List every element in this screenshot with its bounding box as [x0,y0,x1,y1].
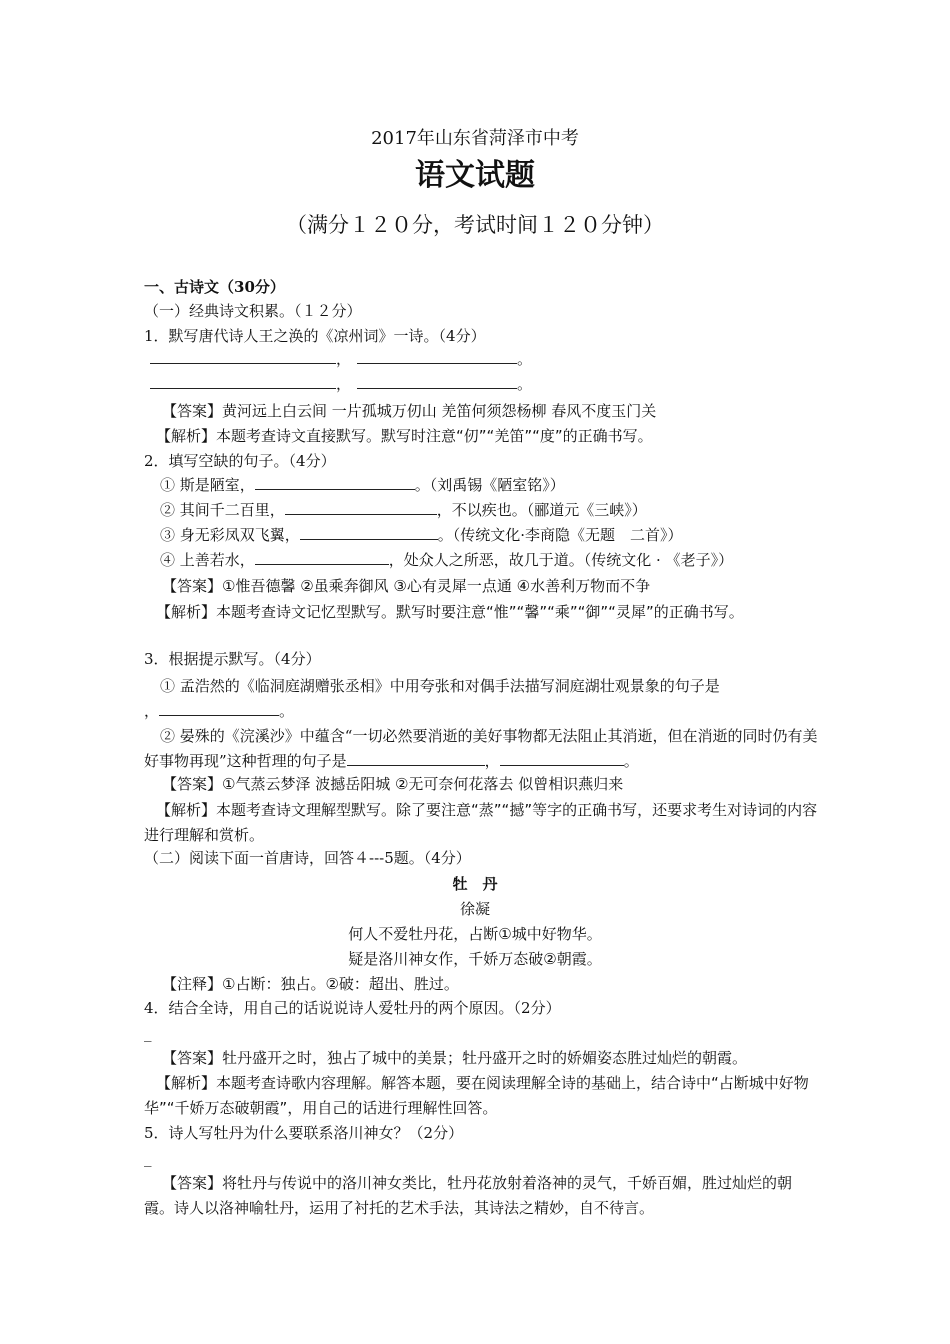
q2-item-1: ① 斯是陋室， 。（刘禹锡《陋室铭》） [160,476,565,494]
poem-line-2: 疑是洛川神女作，千娇万态破②朝霞。 [348,950,602,968]
poem-author: 徐凝 [459,900,490,918]
section-title: 一、古诗文（30分） [144,278,285,296]
part1-heading: （一）经典诗文积累。（１２分） [144,302,362,320]
answer-blank[interactable] [300,524,438,540]
q5-stem: 5．诗人写牡丹为什么要联系洛川神女？（2分） [144,1124,464,1142]
subject-title: 语文试题 [415,158,535,193]
q2-item-4: ④ 上善若水， ，处众人之所恶，故几于道。（传统文化 · 《老子》） [160,551,734,569]
q1-stem: 1．默写唐代诗人王之涣的《凉州词》一诗。（4分） [144,327,486,345]
exam-note: （满分１２０分，考试时间１２０分钟） [286,213,664,237]
q5-blank-line[interactable]: _ [144,1149,152,1167]
answer-blank[interactable] [150,348,336,364]
poem-title: 牡 丹 [452,875,498,893]
q1-blank-row-1: ， 。 [150,348,830,370]
q3-item-1: ① 孟浩然的《临洞庭湖赠张丞相》中用夸张和对偶手法描写洞庭湖壮观景象的句子是 [160,677,720,695]
q3-stem: 3．根据提示默写。（4分） [144,650,321,668]
poem-note: 【注释】①占断：独占。②破：超出、胜过。 [162,975,459,993]
answer-blank[interactable] [357,373,517,389]
q2-item-2: ② 其间千二百里， ，不以疾也。（郦道元《三峡》） [160,501,647,519]
answer-blank[interactable] [255,474,415,490]
poem-line-1: 何人不爱牡丹花，占断①城中好物华。 [348,925,602,943]
answer-blank[interactable] [159,700,279,716]
exam-year-title: 2017年山东省菏泽市中考 [371,128,579,149]
q3-analysis: 【解析】本题考查诗文理解型默写。除了要注意“蒸”“撼”等字的正确书写，还要求考生对诗词的内容进行理解和赏析。 [144,801,818,844]
q3-answer: 【答案】①气蒸云梦泽 波撼岳阳城 ②无可奈何花落去 似曾相识燕归来 [162,775,624,793]
q2-analysis: 【解析】本题考查诗文记忆型默写。默写时要注意“惟”“馨”“乘”“御”“灵犀”的正确书写。 [156,603,744,621]
q4-answer: 【答案】牡丹盛开之时，独占了城中的美景；牡丹盛开之时的娇媚姿态胜过灿烂的朝霞。 [162,1049,748,1067]
q4-blank-line[interactable]: _ [144,1024,152,1042]
q1-answer: 【答案】黄河远上白云间 一片孤城万仞山 羌笛何须怨杨柳 春风不度玉门关 [162,402,657,420]
q3-item-1-blank: ， 。 [144,702,295,720]
answer-blank[interactable] [500,750,624,766]
answer-blank[interactable] [347,750,485,766]
answer-blank[interactable] [150,373,336,389]
q1-analysis: 【解析】本题考查诗文直接默写。默写时注意“仞”“羌笛”“度”的正确书写。 [156,427,653,445]
q4-analysis: 【解析】本题考查诗歌内容理解。解答本题，要在阅读理解全诗的基础上，结合诗中“占断城中好物华”“千娇万态破朝霞”，用自己的话进行理解性回答。 [144,1074,809,1117]
answer-blank[interactable] [285,499,437,515]
part2-heading: （二）阅读下面一首唐诗，回答４---5题。（4分） [144,849,471,867]
q2-item-3: ③ 身无彩凤双飞翼， 。（传统文化·李商隐《无题 二首》） [160,526,683,544]
q4-stem: 4．结合全诗，用自己的话说说诗人爱牡丹的两个原因。（2分） [144,999,561,1017]
q3-item-2: ② 晏殊的《浣溪沙》中蕴含“一切必然要消逝的美好事物都无法阻止其消逝，但在消逝的同时仍有美好事物再现”这种哲理的句子是 ， 。 [144,727,818,770]
q2-answer: 【答案】①惟吾德馨 ②虽乘奔御风 ③心有灵犀一点通 ④水善利万物而不争 [162,577,651,595]
q1-blank-row-2: ， 。 [150,373,830,395]
q2-stem: 2．填写空缺的句子。（4分） [144,452,336,470]
answer-blank[interactable] [255,549,389,565]
q5-answer: 【答案】将牡丹与传说中的洛川神女类比，牡丹花放射着洛神的灵气，千娇百媚，胜过灿烂的朝霞。诗人以洛神喻牡丹，运用了衬托的艺术手法，其诗法之精妙，自不待言。 [144,1174,793,1217]
answer-blank[interactable] [357,348,517,364]
